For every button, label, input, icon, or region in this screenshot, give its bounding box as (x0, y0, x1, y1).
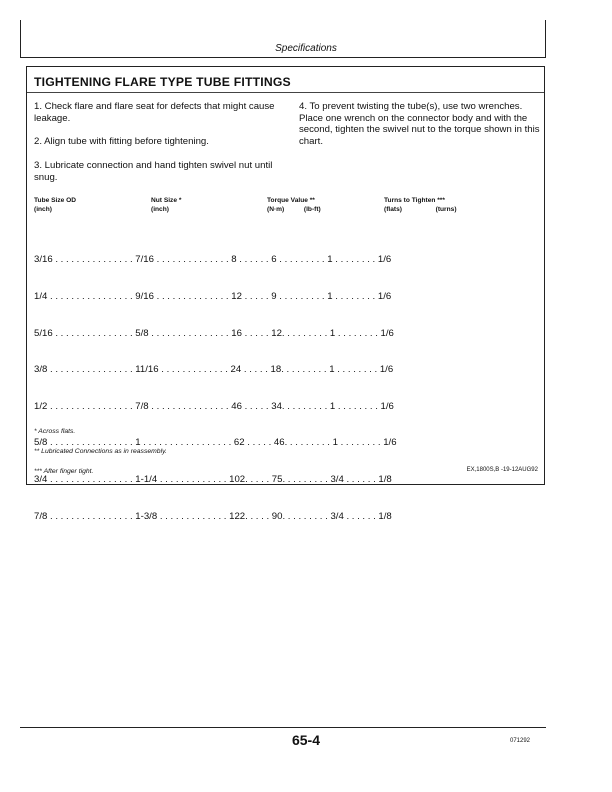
reference-code: EX,1800S,B -19-12AUG92 (466, 467, 538, 473)
page-number: 65-4 (291, 732, 321, 748)
header-torque (267, 196, 321, 214)
torque-table (34, 230, 397, 547)
header-turns-unit-flats: (flats) (384, 206, 402, 213)
header-turns-units (384, 205, 457, 214)
header-turns (384, 196, 457, 214)
header-turns-label: Turns to Tighten *** (384, 197, 445, 204)
footnote-lubricated: ** Lubricated Connections as in reassembly. (34, 448, 167, 455)
header-tube-size (34, 196, 76, 214)
title-divider (27, 92, 544, 93)
header-torque-label: Torque Value ** (267, 197, 315, 204)
header-nut-size (151, 196, 181, 214)
header-torque-unit-lbft: (lb-ft) (303, 206, 321, 213)
section-divider (20, 57, 546, 58)
header-tube-size-unit: (inch) (34, 206, 52, 213)
table-row: 3/8 . . . . . . . . . . . . . . . . 11/16 . . . . . . . . . . . . . 24 . . . . . 18. . . . . . . . . 1 . . . . . . . . 1/6 (34, 364, 394, 376)
box-title: TIGHTENING FLARE TYPE TUBE FITTINGS (34, 75, 291, 89)
header-nut-size-label: Nut Size * (151, 197, 182, 204)
header-tube-size-label: Tube Size OD (34, 197, 77, 204)
footnote-finger-tight: *** After finger tight. (34, 468, 94, 475)
footer-divider (20, 727, 546, 728)
header-turns-unit-turns: (turns) (435, 206, 457, 213)
table-row: 1/2 . . . . . . . . . . . . . . . . 7/8 . . . . . . . . . . . . . . . 46 . . . . . 34. . . . . . . . . 1 . . . . . . . . 1/6 (34, 400, 394, 412)
table-row: 7/8 . . . . . . . . . . . . . . . . 1-3/8 . . . . . . . . . . . . . 122. . . . . 90. . . . . . . . . 3/4 . . . . . . 1/8 (34, 510, 392, 522)
header-nut-size-unit: (inch) (151, 206, 169, 213)
doc-code: 071292 (510, 738, 531, 744)
footnote-across-flats: * Across flats. (34, 428, 76, 435)
header-torque-units (267, 205, 321, 214)
table-row: 3/16 . . . . . . . . . . . . . . . 7/16 . . . . . . . . . . . . . . 8 . . . . . . 6 . . . . . . . . . 1 . . . . . . . . 1/6 (34, 254, 392, 266)
instruction-step-2: 2. Align tube with fitting before tightening. (34, 136, 209, 147)
instruction-step-4: 4. To prevent twisting the tube(s), use two wrenches. Place one wrench on the connector body and with the second, tighten the swivel nut to the torque shown in this chart. (299, 101, 540, 147)
header-torque-unit-nm: (N·m) (267, 206, 285, 213)
instruction-step-3: 3. Lubricate connection and hand tighten swivel nut until snug. (34, 160, 273, 183)
section-title: Specifications (275, 43, 337, 54)
table-row: 5/16 . . . . . . . . . . . . . . . 5/8 . . . . . . . . . . . . . . . 16 . . . . . 12. . . . . . . . . 1 . . . . . . . . 1/6 (34, 327, 394, 339)
table-row: 3/4 . . . . . . . . . . . . . . . . 1-1/4 . . . . . . . . . . . . . 102. . . . . 75. . . . . . . . . 3/4 . . . . . . 1/8 (34, 473, 392, 485)
spec-box (26, 66, 545, 522)
table-row: 1/4 . . . . . . . . . . . . . . . . 9/16 . . . . . . . . . . . . . . 12 . . . . . 9 . . . . . . . . . 1 . . . . . . . . 1/6 (34, 291, 392, 302)
instruction-step-1: 1. Check flare and flare seat for defects that might cause leakage. (34, 101, 275, 124)
table-row: 5/8 . . . . . . . . . . . . . . . . 1 . . . . . . . . . . . . . . . . . 62 . . . . . 46. . . . . . . . . 1 . . . . . . . . 1/6 (34, 437, 397, 449)
